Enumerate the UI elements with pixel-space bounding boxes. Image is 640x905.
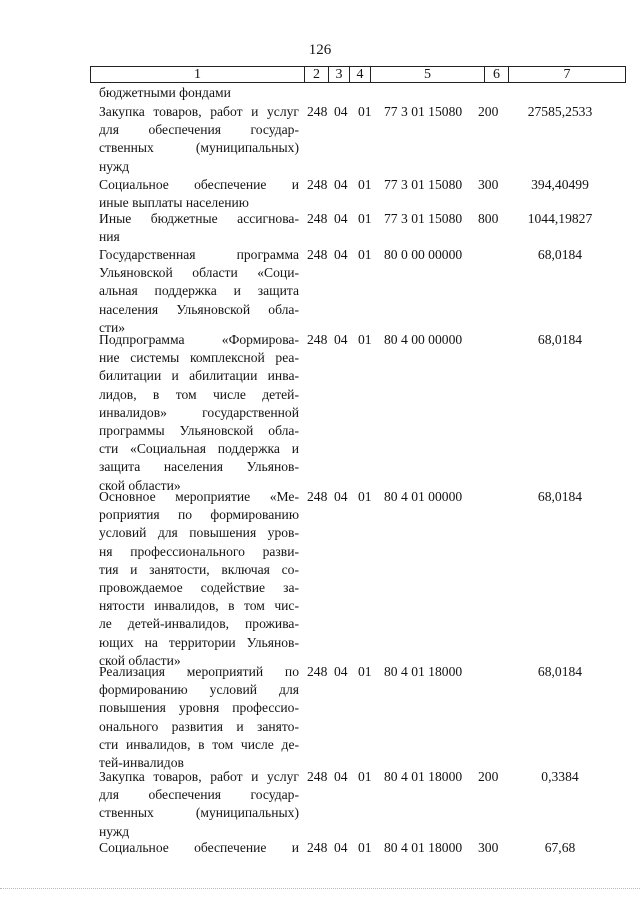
- row-name-line: повышения уровня профессио-: [99, 700, 299, 716]
- expense-type-cell: 200: [478, 769, 499, 784]
- subsection-cell: 01: [358, 840, 372, 855]
- admin-code-cell: 248: [307, 177, 328, 192]
- amount-cell: 0,3384: [541, 769, 579, 784]
- row-name-line: условий для повышения уров-: [99, 525, 299, 541]
- row-name-line: ния: [99, 229, 120, 245]
- row-name-line: ственных (муниципальных): [99, 140, 299, 156]
- row-name-line: ственных (муниципальных): [99, 805, 299, 821]
- row-name-cell: [99, 84, 299, 102]
- row-name-cell: [99, 210, 299, 246]
- row-name-line: ющих на территории Ульянов-: [99, 634, 299, 650]
- admin-code-cell: 248: [307, 664, 328, 679]
- admin-code-cell: 248: [307, 211, 328, 226]
- row-name-line: ние системы комплексной реа-: [99, 350, 299, 366]
- amount-cell: 1044,19827: [527, 211, 593, 226]
- page-bottom-edge: [0, 888, 640, 889]
- section-cell: 04: [334, 104, 348, 119]
- row-name-cell: [99, 331, 299, 495]
- subsection-cell: 01: [358, 104, 372, 119]
- row-name-line: роприятия по формированию: [99, 507, 299, 523]
- target-article-cell: 77 3 01 15080: [384, 177, 463, 192]
- section-cell: 04: [334, 489, 348, 504]
- row-name-line: бюджетными фондами: [99, 85, 231, 100]
- row-name-line: ле детей-инвалидов, прожива-: [99, 616, 299, 632]
- row-name-line: сти «Социальная поддержка и: [99, 441, 299, 457]
- expense-type-cell: 300: [478, 840, 499, 855]
- row-name-line: программы Ульяновской обла-: [99, 422, 299, 438]
- subsection-cell: 01: [358, 332, 372, 347]
- row-name-line: билитации и абилитации инва-: [99, 368, 299, 384]
- row-name-line: Социальное обеспечение и: [99, 177, 299, 192]
- page-number: 126: [308, 42, 332, 58]
- target-article-cell: 80 4 00 00000: [384, 332, 463, 347]
- target-article-cell: 80 4 01 18000: [384, 840, 463, 855]
- row-name-line: защита населения Ульянов-: [99, 459, 299, 475]
- row-name-line: сти»: [99, 319, 126, 335]
- section-cell: 04: [334, 177, 348, 192]
- expense-type-cell: 300: [478, 177, 499, 192]
- row-name-line: онального развития и занято-: [99, 718, 299, 734]
- row-name-line: Закупка товаров, работ и услуг: [99, 769, 299, 784]
- subsection-cell: 01: [358, 211, 372, 226]
- row-name-line: нужд: [99, 823, 130, 839]
- row-name-cell: [99, 246, 299, 337]
- row-name-line: провождаемое содействие за-: [99, 579, 299, 595]
- target-article-cell: 77 3 01 15080: [384, 104, 463, 119]
- column-header-7: 7: [563, 67, 571, 82]
- subsection-cell: 01: [358, 177, 372, 192]
- column-header-4: 4: [350, 67, 371, 82]
- row-name-line: лидов, в том числе детей-: [99, 386, 299, 402]
- row-name-line: Реализация мероприятий по: [99, 664, 299, 679]
- row-name-line: нужд: [99, 158, 130, 174]
- row-name-line: Государственная программа: [99, 247, 299, 262]
- row-name-line: формированию условий для: [99, 682, 299, 698]
- section-cell: 04: [334, 211, 348, 226]
- admin-code-cell: 248: [307, 104, 328, 119]
- row-name-line: для обеспечения государ-: [99, 787, 299, 803]
- target-article-cell: 80 0 00 00000: [384, 247, 463, 262]
- row-name-line: для обеспечения государ-: [99, 122, 299, 138]
- section-cell: 04: [334, 664, 348, 679]
- row-name-line: ской области»: [99, 652, 181, 668]
- row-name-cell: [99, 663, 299, 772]
- subsection-cell: 01: [358, 769, 372, 784]
- amount-cell: 27585,2533: [527, 104, 593, 119]
- expense-type-cell: 800: [478, 211, 499, 226]
- row-name-line: нятости инвалидов, в том чис-: [99, 598, 299, 614]
- subsection-cell: 01: [358, 489, 372, 504]
- amount-cell: 68,0184: [537, 247, 583, 262]
- subsection-cell: 01: [358, 247, 372, 262]
- row-name-line: инвалидов» государственной: [99, 404, 299, 420]
- table-header: [90, 66, 626, 83]
- row-name-line: сти инвалидов, в том числе де-: [99, 736, 299, 752]
- amount-cell: 394,40499: [531, 177, 589, 192]
- row-name-cell: [99, 768, 299, 841]
- row-name-cell: [99, 488, 299, 670]
- row-name-cell: [99, 839, 299, 857]
- row-name-line: Подпрограмма «Формирова-: [99, 332, 299, 347]
- column-header-2: 2: [305, 67, 329, 82]
- target-article-cell: 80 4 01 18000: [384, 664, 463, 679]
- column-header-6: 6: [485, 67, 509, 82]
- row-name-line: альная поддержка и защита: [99, 283, 299, 299]
- row-name-line: Социальное обеспечение и: [99, 840, 299, 855]
- column-header-3: 3: [329, 67, 350, 82]
- row-name-cell: [99, 103, 299, 176]
- amount-cell: 67,68: [544, 840, 576, 855]
- admin-code-cell: 248: [307, 489, 328, 504]
- row-name-line: Основное мероприятие «Ме-: [99, 489, 299, 504]
- row-name-line: тей-инвалидов: [99, 754, 184, 770]
- column-header-5: 5: [371, 67, 485, 82]
- target-article-cell: 77 3 01 15080: [384, 211, 463, 226]
- column-header-1: 1: [91, 67, 305, 82]
- section-cell: 04: [334, 769, 348, 784]
- row-name-line: Иные бюджетные ассигнова-: [99, 211, 299, 226]
- target-article-cell: 80 4 01 18000: [384, 769, 463, 784]
- subsection-cell: 01: [358, 664, 372, 679]
- admin-code-cell: 248: [307, 332, 328, 347]
- section-cell: 04: [334, 332, 348, 347]
- row-name-line: ской области»: [99, 477, 181, 493]
- admin-code-cell: 248: [307, 247, 328, 262]
- target-article-cell: 80 4 01 00000: [384, 489, 463, 504]
- row-name-line: иные выплаты населению: [99, 195, 249, 211]
- row-name-line: Закупка товаров, работ и услуг: [99, 104, 299, 119]
- section-cell: 04: [334, 840, 348, 855]
- amount-cell: 68,0184: [537, 664, 583, 679]
- row-name-line: населения Ульяновской обла-: [99, 301, 299, 317]
- row-name-line: тия и занятости, включая со-: [99, 561, 299, 577]
- admin-code-cell: 248: [307, 840, 328, 855]
- amount-cell: 68,0184: [537, 489, 583, 504]
- admin-code-cell: 248: [307, 769, 328, 784]
- amount-cell: 68,0184: [537, 332, 583, 347]
- row-name-line: Ульяновской области «Соци-: [99, 265, 299, 281]
- row-name-line: ня профессионального разви-: [99, 543, 299, 559]
- expense-type-cell: 200: [478, 104, 499, 119]
- row-name-cell: [99, 176, 299, 212]
- section-cell: 04: [334, 247, 348, 262]
